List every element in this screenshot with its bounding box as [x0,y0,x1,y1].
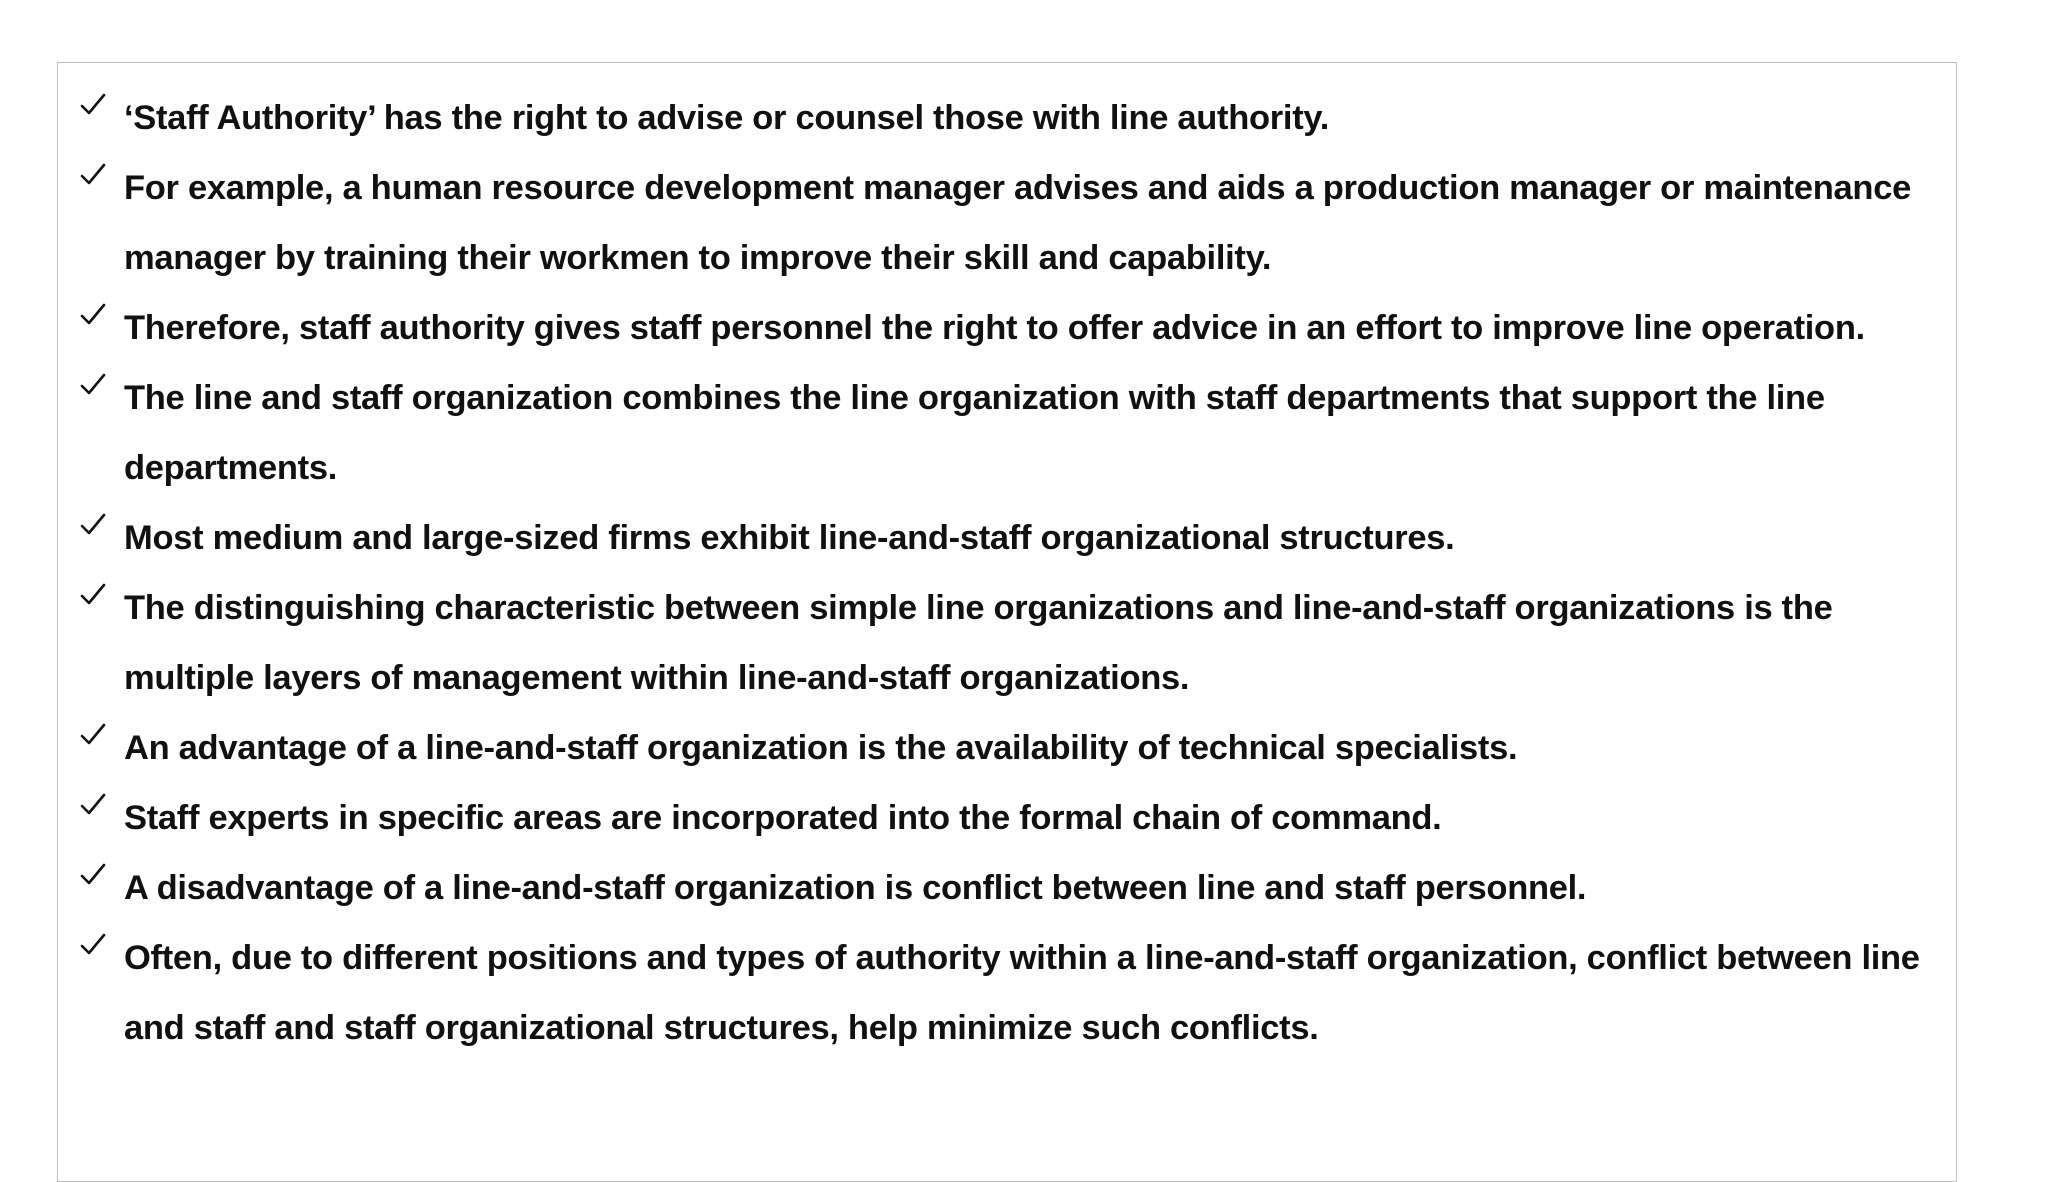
check-icon [76,853,124,923]
list-item [76,573,1946,713]
list-item [76,83,1946,153]
check-icon [76,363,124,433]
check-icon [76,573,124,643]
list-item [76,853,1946,923]
list-item [76,923,1946,1063]
check-icon [76,783,124,853]
list-item [76,153,1946,293]
check-icon [76,293,124,363]
check-icon [76,713,124,783]
bullet-text: Staff experts in specific areas are incorporated into the formal chain of command. [124,799,1442,837]
list-item [76,503,1946,573]
bullet-text: For example, a human resource development manager advises and aids a production manager or maintenance manager by training their workmen to improve their skill and capability. [124,169,1911,277]
bullet-text: A disadvantage of a line-and-staff organization is conflict between line and staff personnel. [124,869,1587,907]
list-item [76,783,1946,853]
check-icon [76,503,124,573]
bullet-text: The line and staff organization combines the line organization with staff departments that support the line departments. [124,379,1825,487]
content-box [57,62,1957,1182]
bullet-text: An advantage of a line-and-staff organization is the availability of technical specialists. [124,729,1518,767]
bullet-text: Often, due to different positions and types of authority within a line-and-staff organization, conflict between line and staff and staff organizational structures, help minimize such conflicts. [124,939,1920,1047]
bullet-text: Therefore, staff authority gives staff personnel the right to offer advice in an effort to improve line operation. [124,309,1865,347]
bullet-text: ‘Staff Authority’ has the right to advise or counsel those with line authority. [124,99,1330,137]
list-item [76,293,1946,363]
check-icon [76,83,124,153]
list-item [76,713,1946,783]
check-icon [76,153,124,223]
list-item [76,363,1946,503]
check-icon [76,923,124,993]
bullet-text: Most medium and large-sized firms exhibit line-and-staff organizational structures. [124,519,1455,557]
bullet-list [76,83,1946,1063]
bullet-text: The distinguishing characteristic between simple line organizations and line-and-staff organizations is the multiple layers of management within line-and-staff organizations. [124,589,1833,697]
